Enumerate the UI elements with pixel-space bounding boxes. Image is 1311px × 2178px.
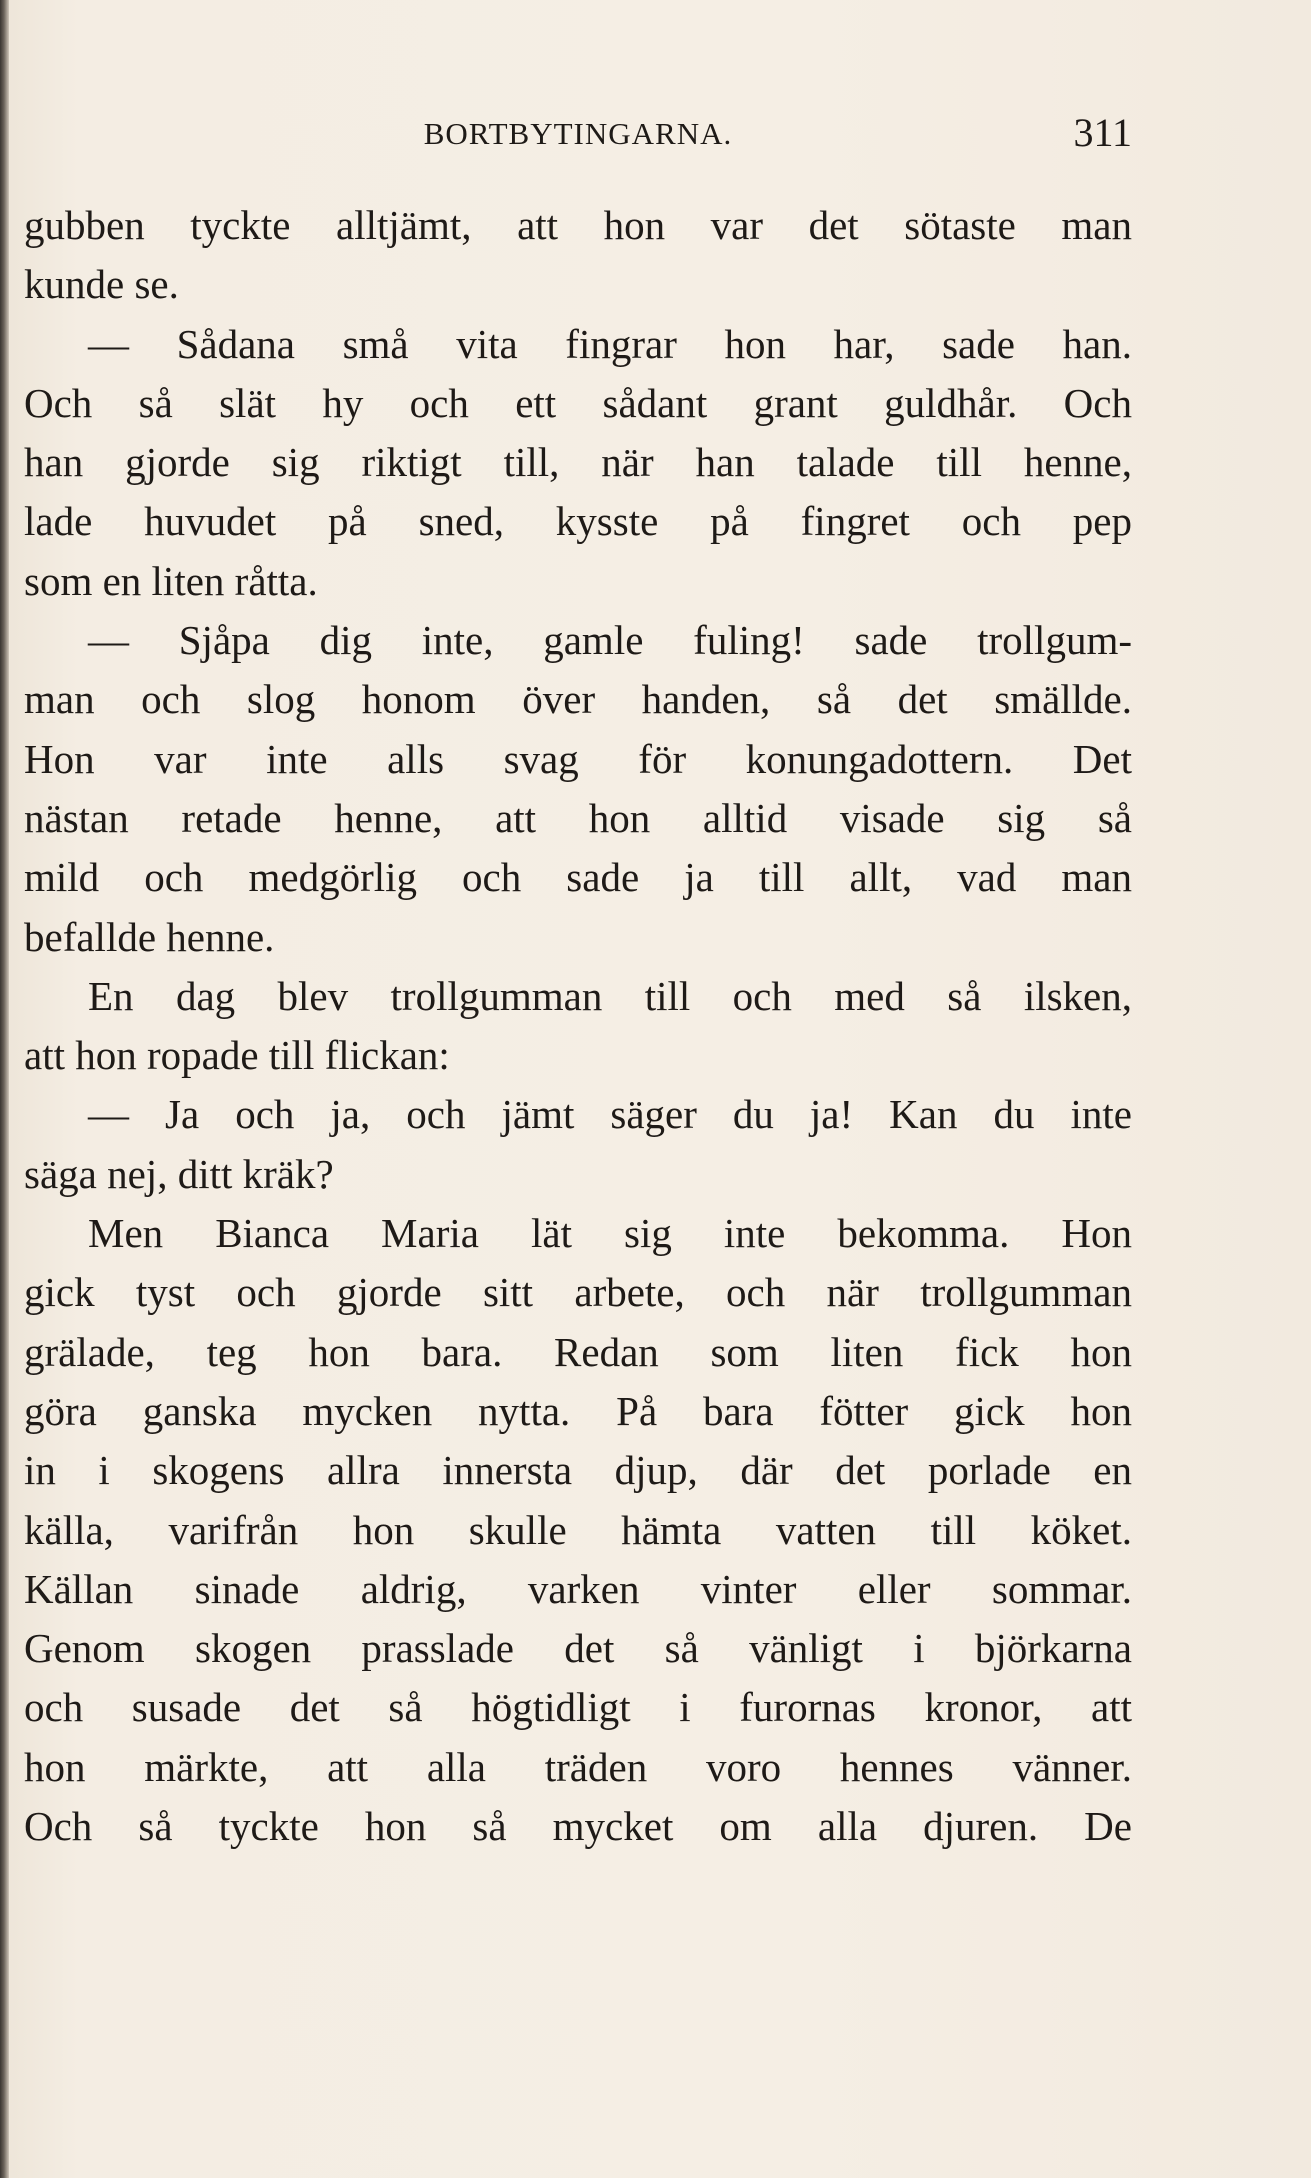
body-text	[24, 196, 1132, 1856]
text-line: källa, varifrån hon skulle hämta vatten till köket.	[24, 1506, 1132, 1553]
running-head	[24, 108, 1132, 164]
text-line: — Ja och ja, och jämt säger du ja! Kan du inte	[88, 1091, 1132, 1138]
text-line: Och så tyckte hon så mycket om alla djuren. De	[24, 1803, 1132, 1850]
page-number: 311	[1073, 110, 1132, 155]
text-line: att hon ropade till flickan:	[24, 1032, 450, 1079]
text-line: han gjorde sig riktigt till, när han talade till henne,	[24, 439, 1132, 486]
running-title: BORTBYTINGARNA.	[423, 116, 733, 151]
text-line: som en liten råtta.	[24, 557, 318, 604]
text-line: befallde henne.	[24, 913, 275, 960]
text-line: Hon var inte alls svag för konungadottern. Det	[24, 735, 1132, 782]
text-line: grälade, teg hon bara. Redan som liten fick hon	[24, 1328, 1132, 1375]
text-line: man och slog honom över handen, så det smällde.	[24, 676, 1132, 723]
text-line: Men Bianca Maria lät sig inte bekomma. Hon	[88, 1210, 1132, 1257]
text-line: in i skogens allra innersta djup, där det porlade en	[24, 1447, 1132, 1494]
text-line: kunde se.	[24, 261, 179, 308]
text-line: Källan sinade aldrig, varken vinter eller sommar.	[24, 1565, 1132, 1612]
page-binding-edge	[0, 0, 9, 2178]
text-line: Genom skogen prasslade det så vänligt i björkarna	[24, 1625, 1132, 1672]
text-line: gick tyst och gjorde sitt arbete, och när trollgumman	[24, 1269, 1132, 1316]
text-line: nästan retade henne, att hon alltid visade sig så	[24, 794, 1132, 841]
text-line: mild och medgörlig och sade ja till allt, vad man	[24, 854, 1132, 901]
text-line: — Sjåpa dig inte, gamle fuling! sade trollgum-	[88, 617, 1132, 664]
text-line: En dag blev trollgumman till och med så ilsken,	[88, 972, 1132, 1019]
text-line: hon märkte, att alla träden voro hennes vänner.	[24, 1743, 1132, 1790]
text-line: gubben tyckte alltjämt, att hon var det sötaste man	[24, 202, 1132, 248]
text-line: lade huvudet på sned, kysste på fingret och pep	[24, 498, 1132, 545]
text-line: göra ganska mycken nytta. På bara fötter gick hon	[24, 1387, 1132, 1434]
text-line: säga nej, ditt kräk?	[24, 1150, 334, 1197]
text-line: — Sådana små vita fingrar hon har, sade han.	[88, 320, 1132, 367]
text-line: Och så slät hy och ett sådant grant guldhår. Och	[24, 379, 1132, 426]
text-line: och susade det så högtidligt i furornas kronor, att	[24, 1684, 1132, 1731]
